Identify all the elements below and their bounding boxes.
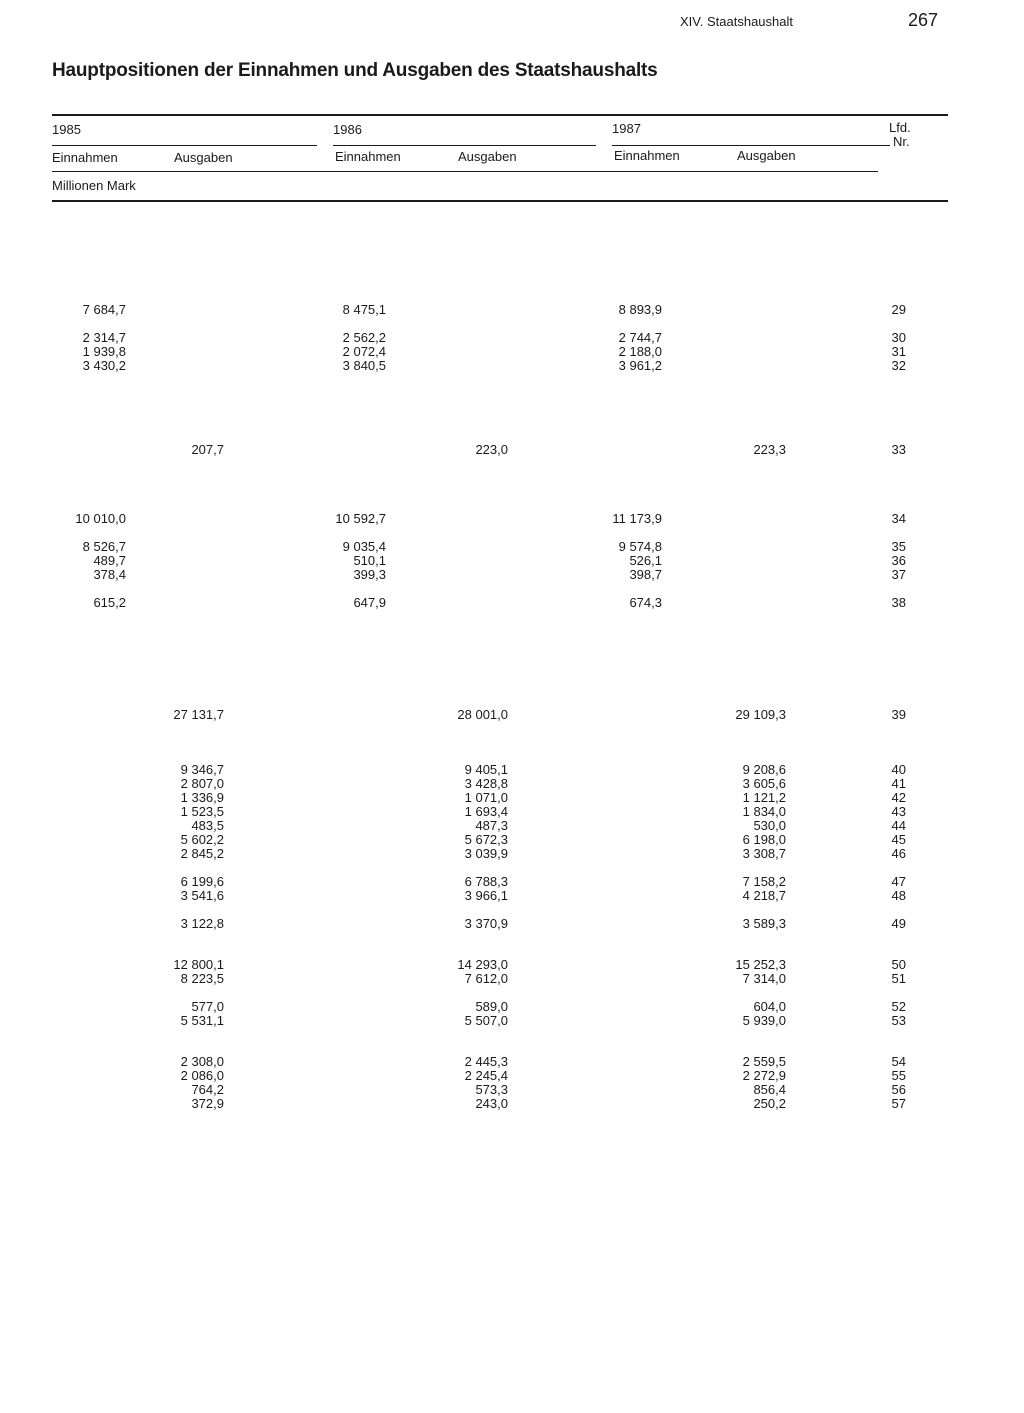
- table-cell-a1985-56: 764,2: [191, 1082, 224, 1097]
- year-1987: 1987: [612, 121, 641, 136]
- col-lfd-nr-line2: Nr.: [893, 134, 910, 149]
- table-cell-lfd-nr-37: 37: [891, 567, 906, 582]
- table-cell-a1987-57: 250,2: [753, 1096, 786, 1111]
- table-cell-a1986-52: 589,0: [475, 999, 508, 1014]
- table-cell-lfd-nr-35: 35: [891, 539, 906, 554]
- table-cell-a1985-44: 483,5: [191, 818, 224, 833]
- unit-rule: [52, 171, 878, 172]
- table-cell-e1987-32: 3 961,2: [618, 358, 662, 373]
- table-cell-a1987-46: 3 308,7: [742, 846, 786, 861]
- table-cell-lfd-nr-48: 48: [891, 888, 906, 903]
- table-cell-e1986-34: 10 592,7: [335, 511, 386, 526]
- table-cell-lfd-nr-49: 49: [891, 916, 906, 931]
- table-cell-a1986-55: 2 245,4: [464, 1068, 508, 1083]
- table-cell-lfd-nr-40: 40: [891, 762, 906, 777]
- year-rule-1986: [333, 145, 596, 146]
- table-cell-lfd-nr-39: 39: [891, 707, 906, 722]
- table-cell-lfd-nr-51: 51: [891, 971, 906, 986]
- table-cell-lfd-nr-44: 44: [891, 818, 906, 833]
- table-cell-lfd-nr-31: 31: [891, 344, 906, 359]
- year-rule-1987: [612, 145, 878, 146]
- table-cell-e1987-31: 2 188,0: [618, 344, 662, 359]
- table-cell-a1987-52: 604,0: [753, 999, 786, 1014]
- table-cell-a1985-54: 2 308,0: [180, 1054, 224, 1069]
- year-1985: 1985: [52, 122, 81, 137]
- table-cell-a1987-54: 2 559,5: [742, 1054, 786, 1069]
- table-cell-a1985-50: 12 800,1: [173, 957, 224, 972]
- table-cell-a1986-42: 1 071,0: [464, 790, 508, 805]
- table-cell-a1985-57: 372,9: [191, 1096, 224, 1111]
- table-cell-lfd-nr-41: 41: [891, 776, 906, 791]
- table-cell-a1985-55: 2 086,0: [180, 1068, 224, 1083]
- table-cell-lfd-nr-47: 47: [891, 874, 906, 889]
- table-cell-a1987-39: 29 109,3: [735, 707, 786, 722]
- table-cell-e1986-38: 647,9: [353, 595, 386, 610]
- table-cell-e1985-32: 3 430,2: [82, 358, 126, 373]
- table-cell-a1987-41: 3 605,6: [742, 776, 786, 791]
- table-cell-a1985-45: 5 602,2: [180, 832, 224, 847]
- table-cell-a1986-50: 14 293,0: [457, 957, 508, 972]
- col-ausgaben-1986: Ausgaben: [458, 149, 517, 164]
- table-cell-a1986-54: 2 445,3: [464, 1054, 508, 1069]
- table-cell-a1987-50: 15 252,3: [735, 957, 786, 972]
- table-cell-e1985-34: 10 010,0: [75, 511, 126, 526]
- table-cell-e1985-35: 8 526,7: [82, 539, 126, 554]
- table-cell-a1986-40: 9 405,1: [464, 762, 508, 777]
- table-cell-a1987-49: 3 589,3: [742, 916, 786, 931]
- table-cell-a1986-39: 28 001,0: [457, 707, 508, 722]
- running-header-section: XIV. Staatshaushalt: [680, 14, 793, 29]
- table-cell-e1985-37: 378,4: [93, 567, 126, 582]
- table-cell-a1985-43: 1 523,5: [180, 804, 224, 819]
- table-cell-a1987-42: 1 121,2: [742, 790, 786, 805]
- table-cell-e1986-36: 510,1: [353, 553, 386, 568]
- table-cell-a1986-56: 573,3: [475, 1082, 508, 1097]
- table-cell-e1987-35: 9 574,8: [618, 539, 662, 554]
- table-cell-lfd-nr-52: 52: [891, 999, 906, 1014]
- table-cell-a1986-46: 3 039,9: [464, 846, 508, 861]
- table-cell-lfd-nr-50: 50: [891, 957, 906, 972]
- table-cell-a1987-55: 2 272,9: [742, 1068, 786, 1083]
- year-1986: 1986: [333, 122, 362, 137]
- table-top-rule: [52, 114, 948, 116]
- table-cell-a1985-47: 6 199,6: [180, 874, 224, 889]
- table-cell-e1986-30: 2 562,2: [342, 330, 386, 345]
- table-cell-a1986-51: 7 612,0: [464, 971, 508, 986]
- table-cell-lfd-nr-57: 57: [891, 1096, 906, 1111]
- table-cell-lfd-nr-55: 55: [891, 1068, 906, 1083]
- table-cell-lfd-nr-34: 34: [891, 511, 906, 526]
- table-cell-a1987-48: 4 218,7: [742, 888, 786, 903]
- table-cell-a1986-43: 1 693,4: [464, 804, 508, 819]
- table-cell-a1985-33: 207,7: [191, 442, 224, 457]
- table-cell-e1985-36: 489,7: [93, 553, 126, 568]
- table-cell-e1987-37: 398,7: [629, 567, 662, 582]
- table-cell-a1987-33: 223,3: [753, 442, 786, 457]
- table-cell-a1987-40: 9 208,6: [742, 762, 786, 777]
- table-cell-a1986-49: 3 370,9: [464, 916, 508, 931]
- table-cell-a1987-43: 1 834,0: [742, 804, 786, 819]
- col-einnahmen-1985: Einnahmen: [52, 150, 118, 165]
- table-cell-e1986-37: 399,3: [353, 567, 386, 582]
- col-ausgaben-1985: Ausgaben: [174, 150, 233, 165]
- table-cell-a1985-39: 27 131,7: [173, 707, 224, 722]
- table-cell-lfd-nr-43: 43: [891, 804, 906, 819]
- table-cell-a1987-53: 5 939,0: [742, 1013, 786, 1028]
- unit-label: Millionen Mark: [52, 178, 136, 193]
- table-cell-lfd-nr-45: 45: [891, 832, 906, 847]
- table-cell-lfd-nr-56: 56: [891, 1082, 906, 1097]
- table-cell-a1987-51: 7 314,0: [742, 971, 786, 986]
- table-cell-a1987-44: 530,0: [753, 818, 786, 833]
- col-einnahmen-1987: Einnahmen: [614, 148, 680, 163]
- col-einnahmen-1986: Einnahmen: [335, 149, 401, 164]
- table-cell-lfd-nr-36: 36: [891, 553, 906, 568]
- table-cell-e1986-29: 8 475,1: [342, 302, 386, 317]
- table-head-bottom-rule: [52, 200, 948, 202]
- table-cell-e1987-29: 8 893,9: [618, 302, 662, 317]
- table-cell-a1986-44: 487,3: [475, 818, 508, 833]
- table-cell-a1986-47: 6 788,3: [464, 874, 508, 889]
- table-cell-a1987-56: 856,4: [753, 1082, 786, 1097]
- table-cell-lfd-nr-29: 29: [891, 302, 906, 317]
- table-cell-a1986-53: 5 507,0: [464, 1013, 508, 1028]
- table-cell-e1987-36: 526,1: [629, 553, 662, 568]
- table-cell-a1986-41: 3 428,8: [464, 776, 508, 791]
- table-cell-lfd-nr-42: 42: [891, 790, 906, 805]
- table-cell-lfd-nr-46: 46: [891, 846, 906, 861]
- table-cell-lfd-nr-38: 38: [891, 595, 906, 610]
- table-cell-lfd-nr-53: 53: [891, 1013, 906, 1028]
- table-cell-e1987-38: 674,3: [629, 595, 662, 610]
- page-title: Hauptpositionen der Einnahmen und Ausgaben des Staatshaushalts: [52, 60, 658, 81]
- table-cell-e1985-31: 1 939,8: [82, 344, 126, 359]
- table-cell-a1985-51: 8 223,5: [180, 971, 224, 986]
- table-cell-a1986-45: 5 672,3: [464, 832, 508, 847]
- table-cell-e1986-32: 3 840,5: [342, 358, 386, 373]
- page-number: 267: [908, 10, 939, 30]
- table-cell-a1985-49: 3 122,8: [180, 916, 224, 931]
- table-cell-a1985-40: 9 346,7: [180, 762, 224, 777]
- table-cell-a1985-41: 2 807,0: [180, 776, 224, 791]
- table-cell-a1986-33: 223,0: [475, 442, 508, 457]
- table-cell-a1985-53: 5 531,1: [180, 1013, 224, 1028]
- table-cell-a1985-52: 577,0: [191, 999, 224, 1014]
- year-rule-1985: [52, 145, 317, 146]
- table-cell-a1986-48: 3 966,1: [464, 888, 508, 903]
- table-cell-a1985-42: 1 336,9: [180, 790, 224, 805]
- col-lfd-nr-line1: Lfd.: [889, 120, 911, 135]
- table-cell-e1987-34: 11 173,9: [612, 511, 662, 526]
- table-cell-lfd-nr-32: 32: [891, 358, 906, 373]
- table-cell-e1985-30: 2 314,7: [82, 330, 126, 345]
- table-cell-lfd-nr-33: 33: [891, 442, 906, 457]
- table-cell-lfd-nr-30: 30: [891, 330, 906, 345]
- table-cell-e1985-38: 615,2: [93, 595, 126, 610]
- table-cell-e1987-30: 2 744,7: [618, 330, 662, 345]
- table-cell-a1987-45: 6 198,0: [742, 832, 786, 847]
- lfd-nr-rule: [874, 145, 890, 146]
- table-cell-e1986-35: 9 035,4: [342, 539, 386, 554]
- table-cell-e1985-29: 7 684,7: [82, 302, 126, 317]
- table-cell-a1985-46: 2 845,2: [180, 846, 224, 861]
- table-cell-a1985-48: 3 541,6: [180, 888, 224, 903]
- table-cell-lfd-nr-54: 54: [891, 1054, 906, 1069]
- table-cell-a1986-57: 243,0: [475, 1096, 508, 1111]
- table-cell-a1987-47: 7 158,2: [742, 874, 786, 889]
- table-cell-e1986-31: 2 072,4: [342, 344, 386, 359]
- col-ausgaben-1987: Ausgaben: [737, 148, 796, 163]
